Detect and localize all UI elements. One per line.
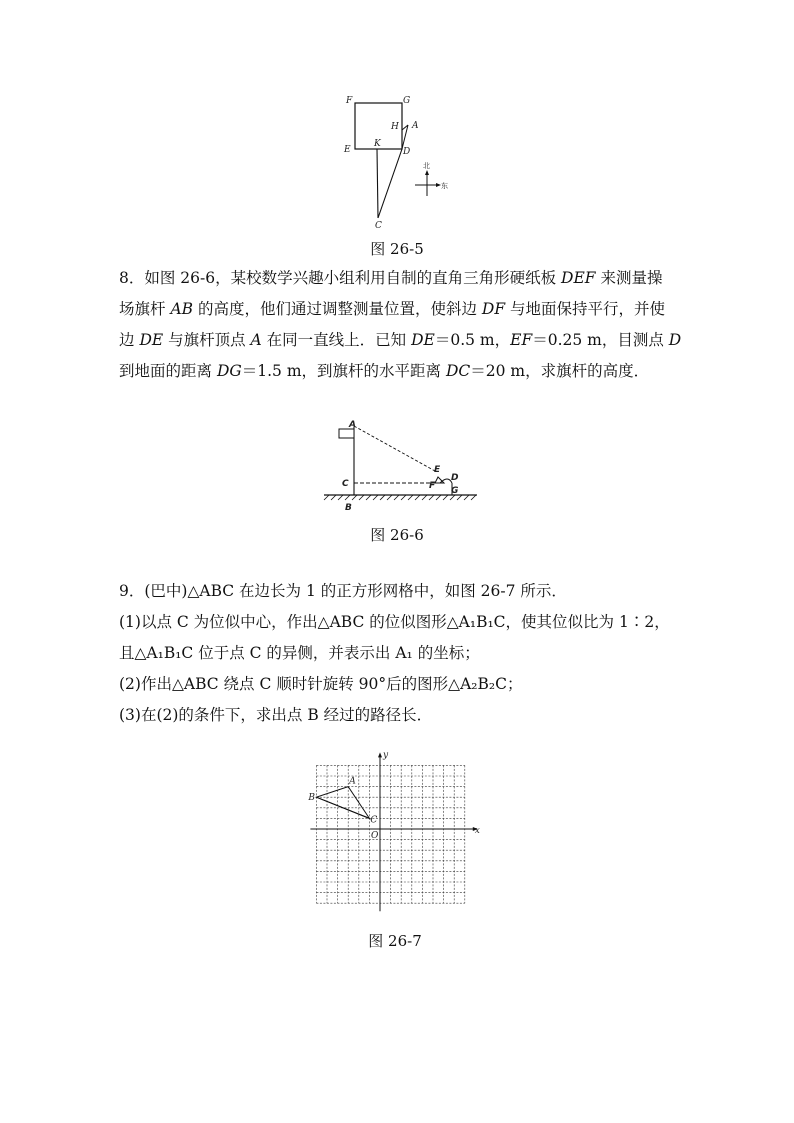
question-8: [119, 263, 682, 387]
text-segment: 场旗杆: [119, 300, 171, 318]
question-9: [119, 576, 679, 731]
label-c: C: [375, 221, 382, 231]
y-axis-arrow: [378, 752, 382, 757]
triangle-abc: [316, 787, 369, 819]
question-8-line: [119, 263, 679, 294]
triangle-def: [435, 477, 444, 483]
label-f: F: [346, 96, 353, 106]
question-8-line: [119, 325, 682, 356]
text-segment: 在同一直线上．已知: [261, 331, 412, 349]
label-d: D: [451, 473, 459, 483]
text-segment: 到地面的距离: [119, 362, 217, 380]
math-variable: D: [668, 331, 682, 349]
segment-kc: [377, 149, 378, 218]
text-segment: ＝0.5 m，: [434, 331, 511, 349]
label-e: E: [434, 465, 441, 475]
figure-26-5: [335, 90, 455, 235]
text-segment: ＝1.5 m，到旗杆的水平距离: [241, 362, 446, 380]
text-segment: ＝0.25 m，目测点: [532, 331, 669, 349]
label-k: K: [374, 139, 381, 149]
label-y-axis: y: [383, 750, 389, 761]
label-b: B: [345, 503, 352, 513]
text-segment: 的高度，他们通过调整测量位置，使斜边: [193, 300, 482, 318]
sight-line-ae: [354, 426, 435, 471]
label-a: A: [349, 420, 356, 430]
figure-26-6: [320, 415, 480, 515]
figure-26-7: [300, 733, 490, 923]
label-x-axis: x: [474, 826, 480, 836]
math-variable: DEF: [561, 269, 596, 287]
text-segment: 来测量操: [595, 269, 663, 287]
text-segment: ＝20 m，求旗杆的高度．: [470, 362, 650, 380]
label-c: C: [370, 815, 378, 826]
compass-icon: [415, 161, 448, 196]
question-9-part-3: (3)在(2)的条件下，求出点 B 经过的路径长．: [119, 706, 433, 724]
label-g: G: [451, 486, 459, 496]
question-9-part-1: (1)以点 C 为位似中心，作出△ABC 的位似图形△A₁B₁C，使其位似比为 1∶2，: [119, 613, 670, 631]
figure-26-5-caption: 图 26-5: [370, 240, 424, 258]
compass-east-label: 东: [441, 182, 448, 190]
math-variable: DE: [411, 331, 435, 349]
label-a: A: [412, 121, 419, 131]
figure-26-6-caption: 图 26-6: [370, 526, 424, 544]
label-a: A: [349, 776, 356, 787]
flag: [339, 429, 354, 438]
text-segment: 8．如图 26-6，某校数学兴趣小组利用自制的直角三角形硬纸板: [119, 269, 562, 287]
math-variable: DF: [481, 300, 506, 318]
label-d: D: [403, 147, 411, 157]
math-variable: DC: [445, 362, 471, 380]
label-h: H: [391, 122, 399, 132]
text-segment: 与旗杆顶点: [163, 331, 251, 349]
label-origin: O: [371, 831, 379, 841]
label-e: E: [344, 145, 351, 155]
text-segment: 与地面保持平行，并使: [505, 300, 666, 318]
question-9-part-2: (2)作出△ABC 绕点 C 顺时针旋转 90°后的图形△A₂B₂C；: [119, 675, 523, 693]
compass-north-label: 北: [423, 162, 430, 170]
math-variable: DG: [216, 362, 242, 380]
question-9-part-1-cont: 且△A₁B₁C 位于点 C 的异侧，并表示出 A₁ 的坐标；: [119, 644, 480, 662]
segment-dc: [378, 149, 402, 218]
question-8-line: [119, 356, 679, 387]
math-variable: AB: [170, 300, 194, 318]
figure-26-7-caption: 图 26-7: [368, 932, 422, 950]
label-b: B: [308, 793, 316, 804]
math-variable: EF: [510, 331, 533, 349]
label-f: F: [429, 481, 436, 491]
text-segment: 边: [119, 331, 140, 349]
math-variable: A: [250, 331, 262, 349]
label-c: C: [342, 479, 349, 489]
question-8-line: [119, 294, 679, 325]
label-g: G: [403, 96, 411, 106]
math-variable: DE: [139, 331, 164, 349]
question-9-line-1: 9．(巴中)△ABC 在边长为 1 的正方形网格中，如图 26-7 所示．: [119, 582, 567, 600]
